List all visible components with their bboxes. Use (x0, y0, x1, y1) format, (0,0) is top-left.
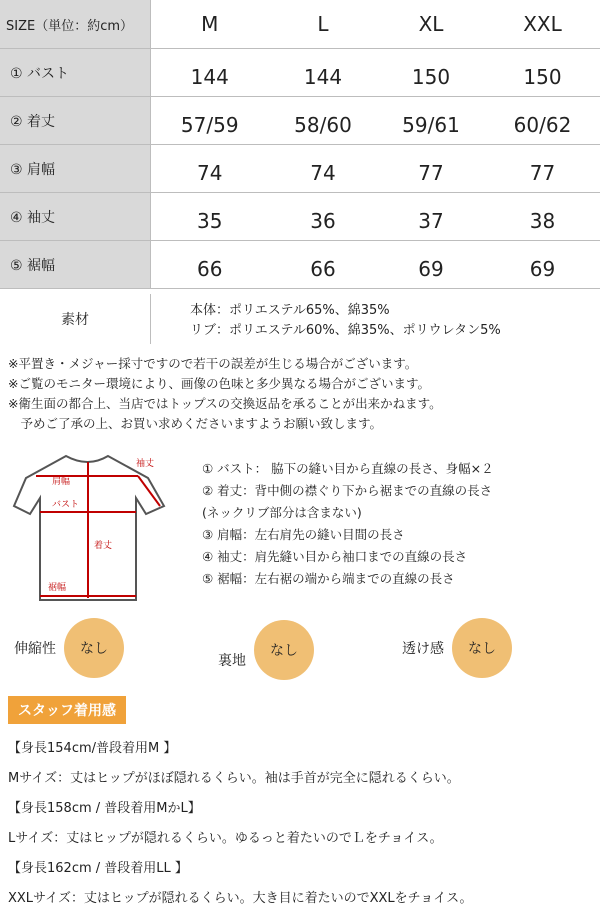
table-cell: 150 (485, 49, 600, 97)
table-row (0, 97, 600, 145)
notes (8, 354, 442, 434)
note-line: ※衛生面の都合上、当店ではトップスの交換返品を承ることが出来かねます。 (8, 396, 442, 411)
staff-review-badge: スタッフ着用感 (8, 696, 126, 724)
staff-line: 【身長162cm / 普段着用LL 】 (8, 861, 188, 876)
property-stretch (14, 618, 124, 678)
staff-line: Mサイズ：丈はヒップがほぼ隠れるくらい。袖は手首が完全に隠れるくらい。 (8, 771, 460, 786)
property-label: 伸縮性 (14, 641, 56, 657)
property-transparency (402, 618, 512, 678)
table-cell: 69 (485, 241, 600, 289)
diagram-label-length: 着丈 (94, 541, 113, 551)
size-col-l: L (269, 0, 377, 49)
table-cell: 77 (485, 145, 600, 193)
row-label-sleeve: ④ 袖丈 (0, 193, 150, 241)
row-label-length: ② 着丈 (0, 97, 150, 145)
note-line: 予めご了承の上、お買い求めくださいますようお願い致します。 (8, 416, 383, 431)
property-badge: なし (452, 618, 512, 678)
table-cell: 58/60 (269, 97, 377, 145)
table-cell: 69 (377, 241, 485, 289)
table-row (0, 193, 600, 241)
material-lines (190, 301, 501, 341)
table-cell: 37 (377, 193, 485, 241)
size-col-xl: XL (377, 0, 485, 49)
material-line: リブ：ポリエステル60%、綿35%、ポリウレタン5% (190, 323, 501, 338)
table-cell: 77 (377, 145, 485, 193)
size-header-row (0, 0, 600, 49)
table-cell: 35 (150, 193, 269, 241)
table-row (0, 145, 600, 193)
table-cell: 74 (269, 145, 377, 193)
property-label: 裏地 (218, 653, 246, 669)
measurement-line: (ネックリブ部分は含まない) (202, 505, 362, 520)
tshirt-diagram (8, 450, 178, 610)
size-header-label: SIZE（単位：約cm） (0, 0, 150, 49)
table-row (0, 241, 600, 289)
table-cell: 144 (269, 49, 377, 97)
table-cell: 66 (269, 241, 377, 289)
measurement-line: ② 着丈：背中側の襟ぐり下から裾までの直線の長さ (202, 483, 493, 498)
staff-review (8, 734, 473, 914)
table-cell: 66 (150, 241, 269, 289)
staff-line: 【身長154cm/普段着用M 】 (8, 741, 177, 756)
table-cell: 60/62 (485, 97, 600, 145)
property-badge: なし (64, 618, 124, 678)
staff-line: Lサイズ：丈はヒップが隠れるくらい。ゆるっと着たいのでＬをチョイス。 (8, 831, 443, 846)
row-label-hem: ⑤ 裾幅 (0, 241, 150, 289)
note-line: ※平置き・メジャー採寸ですので若干の誤差が生じる場合がございます。 (8, 356, 418, 371)
material-line: 本体：ポリエステル65%、綿35% (190, 303, 390, 318)
table-cell: 57/59 (150, 97, 269, 145)
property-badge: なし (254, 620, 314, 680)
material-row (0, 294, 600, 344)
material-label: 素材 (0, 294, 151, 344)
table-cell: 144 (150, 49, 269, 97)
measurement-line: ④ 袖丈：肩先縫い目から袖口までの直線の長さ (202, 549, 468, 564)
row-label-bust: ① バスト (0, 49, 150, 97)
diagram-label-shoulder: 肩幅 (52, 477, 71, 487)
table-cell: 74 (150, 145, 269, 193)
table-cell: 36 (269, 193, 377, 241)
property-label: 透け感 (402, 641, 444, 657)
table-cell: 150 (377, 49, 485, 97)
size-col-xxl: XXL (485, 0, 600, 49)
row-label-shoulder: ③ 肩幅 (0, 145, 150, 193)
table-cell: 59/61 (377, 97, 485, 145)
measurement-line: ③ 肩幅：左右肩先の縫い目間の長さ (202, 527, 405, 542)
table-row (0, 49, 600, 97)
staff-line: 【身長158cm / 普段着用MかL】 (8, 801, 201, 816)
diagram-label-hem: 裾幅 (48, 583, 67, 593)
size-table (0, 0, 600, 289)
table-cell: 38 (485, 193, 600, 241)
size-col-m: M (150, 0, 269, 49)
measurement-line: ⑤ 裾幅：左右裾の端から端までの直線の長さ (202, 571, 455, 586)
measurement-line: ① バスト： 脇下の縫い目から直線の長さ、身幅×２ (202, 461, 494, 476)
property-lining (218, 620, 314, 680)
measurement-guide (202, 458, 494, 590)
staff-line: XXLサイズ：丈はヒップが隠れるくらい。大き目に着たいのでXXLをチョイス。 (8, 891, 473, 906)
diagram-label-sleeve: 袖丈 (136, 459, 155, 469)
diagram-label-bust: バスト (52, 500, 80, 510)
note-line: ※ご覧のモニター環境により、画像の色味と多少異なる場合がございます。 (8, 376, 430, 391)
